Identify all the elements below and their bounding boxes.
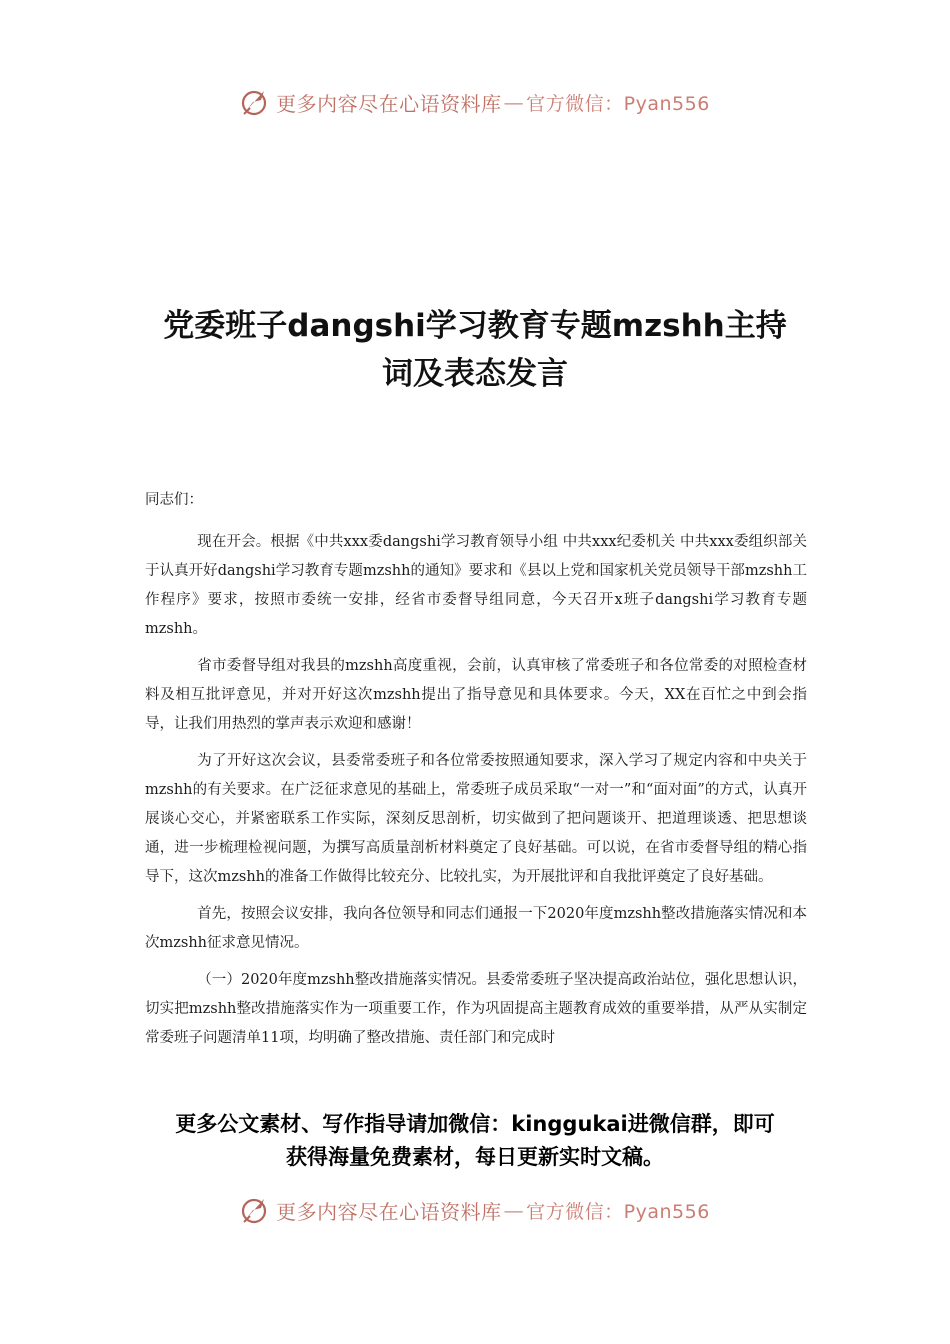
paragraph: 现在开会。根据《中共xxx委dangshi学习教育领导小组 中共xxx纪委机关 中共xxx委组织部关于认真开好dangshi学习教育专题mzshh的通知》要求和《县以上党和国家机关党员领导干部mzshh工作程序》要求，按照市委统一安排，经省市委督导组同意，今天召开x班子dangshi学习教育专题mzshh。 (145, 534, 807, 637)
watermark-brand: 更多内容尽在心语资料库 (276, 1199, 502, 1224)
document-title (130, 302, 820, 398)
paragraph: 首先，按照会议安排，我向各位领导和同志们通报一下2020年度mzshh整改措施落实情况和本次mzshh征求意见情况。 (145, 906, 807, 951)
document-body (145, 528, 807, 1094)
quill-pen-logo-icon (240, 1195, 270, 1225)
promo-line-2: 获得海量免费素材，每日更新实时文稿。 (286, 1145, 664, 1169)
paragraph: 省市委督导组对我县的mzshh高度重视，会前，认真审核了常委班子和各位常委的对照检查材料及相互批评意见，并对开好这次mzshh提出了指导意见和具体要求。今天，XX在百忙之中到会指导，让我们用热烈的掌声表示欢迎和感谢！ (145, 658, 807, 732)
watermark-separator: — (503, 1198, 525, 1222)
title-line-2: 词及表态发言 (382, 356, 568, 392)
watermark-brand: 更多内容尽在心语资料库 (276, 91, 502, 116)
header-watermark (0, 82, 950, 122)
quill-pen-logo-icon (240, 87, 270, 117)
watermark-contact: 官方微信：Pyan556 (526, 92, 710, 115)
paragraph: （一）2020年度mzshh整改措施落实情况。县委常委班子坚决提高政治站位，强化思想认识，切实把mzshh整改措施落实作为一项重要工作，作为巩固提高主题教育成效的重要举措，从严从实制定常委班子问题清单11项，均明确了整改措施、责任部门和完成时 (145, 972, 807, 1046)
paragraph: 为了开好这次会议，县委常委班子和各位常委按照通知要求，深入学习了规定内容和中央关于mzshh的有关要求。在广泛征求意见的基础上，常委班子成员采取“一对一”和“面对面”的方式，认真开展谈心交心，并紧密联系工作实际，深刻反思剖析，切实做到了把问题谈开、把道理谈透、把思想谈通，进一步梳理检视问题，为撰写高质量剖析材料奠定了良好基础。可以说，在省市委督导组的精心指导下，这次mzshh的准备工作做得比较充分、比较扎实，为开展批评和自我批评奠定了良好基础。 (145, 753, 807, 885)
title-line-1: 党委班子dangshi学习教育专题mzshh主持 (163, 308, 787, 344)
greeting: 同志们： (145, 492, 203, 508)
watermark-separator: — (503, 90, 525, 114)
promo-banner (130, 1108, 820, 1174)
footer-watermark (0, 1190, 950, 1230)
watermark-contact: 官方微信：Pyan556 (526, 1200, 710, 1223)
promo-line-1: 更多公文素材、写作指导请加微信：kinggukai进微信群，即可 (175, 1112, 775, 1136)
